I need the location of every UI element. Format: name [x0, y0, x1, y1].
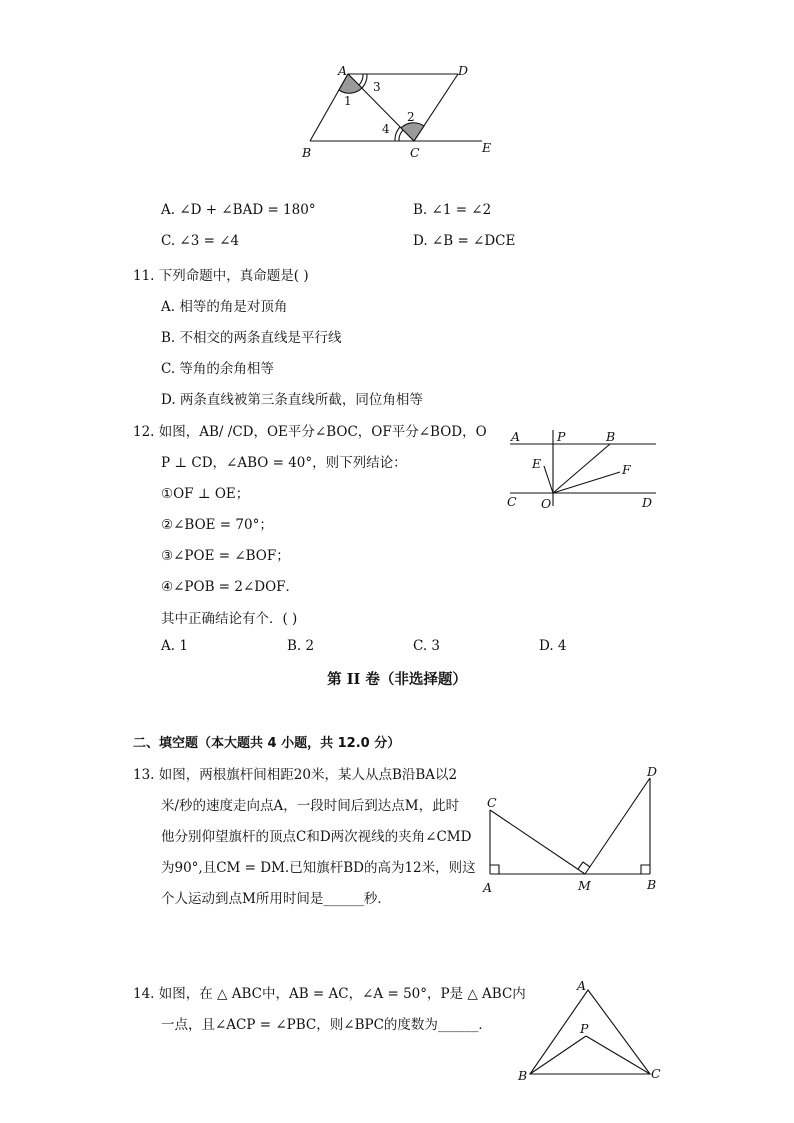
q11-option-a[interactable]: A. 相等的角是对顶角 [161, 299, 288, 315]
q12-conclusion-4: ④∠POB = 2∠DOF． [161, 579, 300, 595]
label-P: P [557, 429, 566, 444]
angle-4-arc-1 [399, 130, 403, 141]
q11-option-c[interactable]: C. 等角的余角相等 [161, 361, 274, 377]
label-C: C [507, 494, 517, 509]
label-F: F [622, 462, 631, 477]
q11-stem: 11. 下列命题中，真命题是( ) [133, 268, 309, 284]
right-angle-B [641, 865, 650, 874]
q12-conclusion-1: ①OF ⊥ OE； [161, 486, 250, 502]
label-P: P [580, 1021, 589, 1036]
label-D: D [647, 764, 658, 779]
line-PC [586, 1036, 650, 1074]
ray-OE [544, 466, 553, 493]
q12-option-b[interactable]: B. 2 [287, 638, 315, 654]
label-angle-4: 4 [382, 122, 390, 136]
part-2-title: 第 II 卷（非选择题） [327, 671, 467, 688]
q12-option-d[interactable]: D. 4 [539, 638, 567, 654]
q10-figure [296, 60, 506, 165]
label-A: A [483, 880, 493, 895]
label-angle-2: 2 [407, 110, 415, 124]
q11-option-d[interactable]: D. 两条直线被第三条直线所截，同位角相等 [161, 392, 423, 408]
label-B: B [647, 877, 657, 892]
label-B: B [606, 429, 616, 444]
q13-figure [478, 762, 666, 900]
angle-2-mark [401, 123, 424, 141]
label-A: A [577, 978, 587, 993]
line-CM [490, 810, 585, 874]
right-angle-A [490, 865, 499, 874]
q12-stem-line2: P ⊥ CD，∠ABO = 40°，则下列结论： [161, 455, 407, 471]
q12-conclusion-2: ②∠BOE = 70°； [161, 517, 273, 533]
q10-option-d[interactable]: D. ∠B = ∠DCE [413, 233, 516, 249]
label-B: B [518, 1068, 528, 1083]
label-E: E [482, 140, 492, 155]
label-A: A [338, 63, 348, 78]
label-M: M [578, 878, 591, 893]
right-angle-M [578, 862, 590, 869]
q12-question: 其中正确结论有个．( ) [161, 611, 298, 627]
label-angle-3: 3 [373, 80, 381, 94]
q13-stem-line3: 他分别仰望旗杆的顶点C和D两次视线的夹角∠CMD [161, 829, 472, 845]
q12-option-c[interactable]: C. 3 [413, 638, 441, 654]
q10-option-b[interactable]: B. ∠1 = ∠2 [413, 202, 492, 218]
label-angle-1: 1 [344, 94, 352, 108]
label-C: C [651, 1066, 661, 1081]
q10-option-c[interactable]: C. ∠3 = ∠4 [161, 233, 240, 249]
q14-stem-line1: 14. 如图，在 △ ABC中，AB = AC，∠A = 50°，P是 △ ABC内 [133, 986, 526, 1002]
q13-stem-line2: 米/秒的速度走向点A，一段时间后到达点M，此时 [161, 798, 460, 814]
label-D: D [642, 495, 653, 510]
label-C: C [410, 145, 420, 160]
label-D: D [458, 63, 469, 78]
label-A: A [511, 429, 521, 444]
q13-stem-line5: 个人运动到点M所用时间是______秒． [161, 891, 391, 907]
q12-figure [500, 422, 662, 514]
q14-figure [512, 976, 668, 1086]
label-C: C [487, 795, 497, 810]
line-BP [530, 1036, 586, 1074]
label-E: E [532, 456, 542, 471]
section-2-header: 二、填空题（本大题共 4 小题，共 12.0 分） [133, 736, 401, 751]
q12-conclusion-3: ③∠POE = ∠BOF； [161, 548, 290, 564]
q13-stem-line1: 13. 如图，两根旗杆间相距20米，某人从点B沿BA以2 [133, 767, 458, 783]
q13-stem-line4: 为90°,且CM = DM.已知旗杆BD的高为12米，则这 [161, 860, 476, 876]
q12-stem-line1: 12. 如图，AB/ /CD，OE平分∠BOC，OF平分∠BOD，O [133, 424, 487, 440]
q11-option-b[interactable]: B. 不相交的两条直线是平行线 [161, 330, 342, 346]
angle-3-arc-1 [359, 74, 363, 85]
label-O: O [541, 496, 552, 511]
q14-stem-line2: 一点，且∠ACP = ∠PBC，则∠BPC的度数为______． [161, 1017, 492, 1033]
ray-OF [553, 472, 620, 493]
ray-OB [553, 444, 610, 493]
q10-option-a[interactable]: A. ∠D + ∠BAD = 180° [161, 202, 316, 218]
line-DM [585, 778, 650, 874]
q12-option-a[interactable]: A. 1 [161, 638, 188, 654]
label-B: B [302, 145, 312, 160]
